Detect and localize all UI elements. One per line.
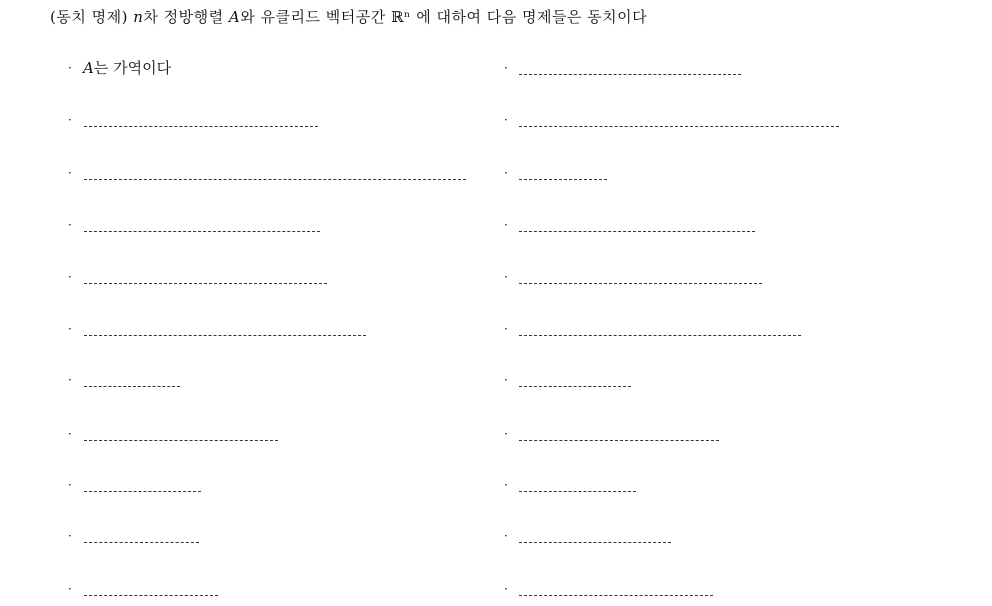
blank-line[interactable] xyxy=(519,179,607,180)
blank-line[interactable] xyxy=(519,595,713,596)
bullet: · xyxy=(68,322,72,336)
bullet: · xyxy=(504,478,508,492)
blank-line[interactable] xyxy=(519,542,671,543)
blank-line[interactable] xyxy=(519,74,741,75)
blank-line[interactable] xyxy=(84,386,180,387)
math-A: A xyxy=(228,8,241,26)
blank-line[interactable] xyxy=(519,440,719,441)
bullet: · xyxy=(68,427,72,441)
bullet: · xyxy=(504,166,508,180)
bullet: · xyxy=(504,529,508,543)
bullet: · xyxy=(504,322,508,336)
blank-line[interactable] xyxy=(519,126,839,127)
theorem-text-2: 와 유클리드 벡터공간 xyxy=(240,8,386,26)
bullet: · xyxy=(68,478,72,492)
bullet: · xyxy=(68,529,72,543)
bullet: · xyxy=(504,427,508,441)
bullet: · xyxy=(504,373,508,387)
theorem-label: (동치 명제) xyxy=(50,8,128,26)
blank-line[interactable] xyxy=(84,335,366,336)
statement-given-text xyxy=(83,58,171,78)
bullet: · xyxy=(68,582,72,596)
blank-line[interactable] xyxy=(519,386,631,387)
theorem-statement xyxy=(50,6,647,28)
bullet: · xyxy=(504,270,508,284)
blank-line[interactable] xyxy=(84,491,201,492)
blank-line[interactable] xyxy=(84,126,318,127)
bullet: · xyxy=(68,270,72,284)
bullet: · xyxy=(68,166,72,180)
blank-line[interactable] xyxy=(84,179,466,180)
bullet: · xyxy=(504,61,508,75)
bullet: · xyxy=(68,218,72,232)
theorem-text-3: 에 대하여 다음 명제들은 동치이다 xyxy=(416,8,648,26)
statement-given-label: 는 가역이다 xyxy=(93,59,172,77)
bullet: · xyxy=(68,113,72,127)
blank-line[interactable] xyxy=(84,542,199,543)
math-n: n xyxy=(133,8,144,26)
blank-line[interactable] xyxy=(84,283,327,284)
blank-line[interactable] xyxy=(519,231,755,232)
bullet: · xyxy=(504,218,508,232)
bullet: · xyxy=(504,582,508,596)
math-A: A xyxy=(83,59,94,77)
bullet: · xyxy=(68,61,72,75)
bullet: · xyxy=(68,373,72,387)
blank-line[interactable] xyxy=(84,440,278,441)
bullet: · xyxy=(504,113,508,127)
blank-line[interactable] xyxy=(519,491,636,492)
theorem-text-1: 차 정방행렬 xyxy=(143,8,224,26)
blank-line[interactable] xyxy=(84,231,320,232)
blank-line[interactable] xyxy=(84,595,218,596)
blank-line[interactable] xyxy=(519,283,762,284)
math-Rn: ℝⁿ xyxy=(390,8,411,26)
blank-line[interactable] xyxy=(519,335,801,336)
